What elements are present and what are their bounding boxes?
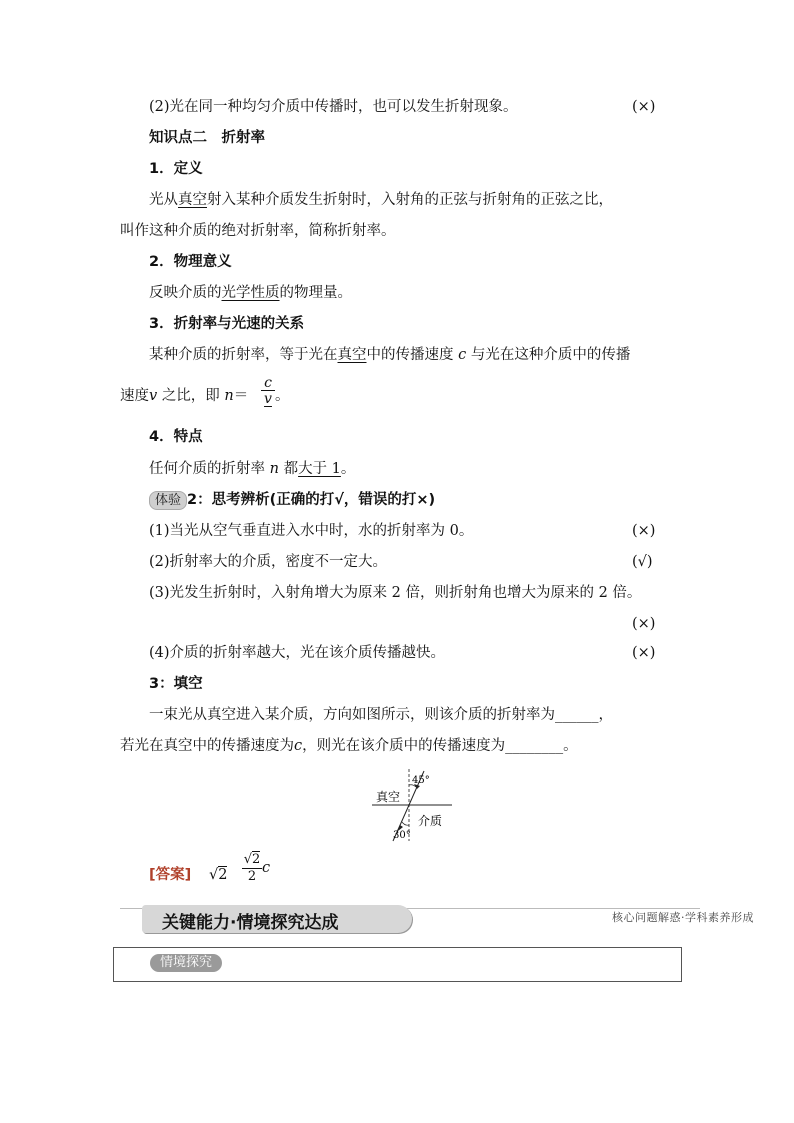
meaning-line: 反映介质的光学性质的物理量。	[149, 285, 352, 301]
label-angle-30: 30°	[393, 830, 411, 841]
answer-2-c: c	[262, 860, 271, 876]
relation-line-2: 速度v 之比，即 n＝	[120, 388, 249, 404]
fraction-c-over-v	[261, 376, 275, 407]
definition-line-1: 光从真空射入某种介质发生折射时，入射角的正弦与折射角的正弦之比，	[149, 192, 613, 208]
banner-title: 关键能力·情境探究达成	[162, 913, 339, 933]
statement-2: (2)折射率大的介质，密度不一定大。	[149, 554, 388, 570]
banner-subtitle: 核心问题解惑·学科素养形成	[612, 911, 754, 924]
section-title: 知识点二 折射率	[149, 130, 265, 146]
feature-line: 任何介质的折射率 n 都大于 1。	[149, 461, 356, 477]
experience-badge: 体验	[149, 491, 187, 510]
scenario-box	[113, 947, 682, 982]
label-medium: 介质	[418, 814, 443, 828]
statement-4: (4)介质的折射率越大，光在该介质传播越快。	[149, 645, 446, 661]
label-angle-45: 45°	[412, 775, 430, 786]
answer-label: [答案]	[149, 867, 192, 883]
statement-3: (3)光发生折射时，入射角增大为原来 2 倍，则折射角也增大为原来的 2 倍。	[149, 585, 642, 601]
judgement-mark-4: (×)	[632, 645, 656, 661]
judgement-mark: (×)	[632, 99, 656, 115]
scenario-badge: 情境探究	[150, 954, 222, 972]
relation-line-1: 某种介质的折射率，等于光在真空中的传播速度 c 与光在这种介质中的传播	[149, 347, 631, 363]
angle-arc-bottom	[402, 822, 409, 825]
statement-2-prev: (2)光在同一种均匀介质中传播时，也可以发生折射现象。	[149, 99, 518, 115]
answer-1: √2	[209, 867, 228, 883]
experience-2-header: 体验 2：思考辨析(正确的打√，错误的打×)	[149, 490, 435, 510]
subheading-feature: 4．特点	[149, 429, 203, 445]
judgement-mark-1: (×)	[632, 523, 656, 539]
answer-2-denominator: 2	[247, 869, 257, 884]
subheading-meaning: 2．物理意义	[149, 254, 232, 270]
fill-line-2: 若光在真空中的传播速度为c，则光在该介质中的传播速度为________。	[120, 738, 578, 754]
fraction-denominator: v	[264, 391, 272, 407]
answer-2-fraction	[242, 852, 262, 885]
answer-2-numerator: √2	[243, 852, 261, 867]
label-vacuum: 真空	[376, 790, 401, 804]
judgement-mark-2: (√)	[632, 554, 653, 570]
statement-1: (1)当光从空气垂直进入水中时，水的折射率为 0。	[149, 523, 474, 539]
fraction-numerator: c	[264, 375, 272, 391]
subheading-relation: 3．折射率与光速的关系	[149, 316, 305, 332]
relation-end: 。	[275, 388, 290, 404]
definition-line-2: 叫作这种介质的绝对折射率，简称折射率。	[120, 223, 396, 239]
subheading-definition: 1．定义	[149, 161, 203, 177]
section-banner	[120, 905, 680, 933]
judgement-mark-3: (×)	[632, 616, 656, 632]
experience-3-title: 3：填空	[149, 676, 203, 692]
refraction-diagram	[360, 765, 470, 845]
fill-line-1: 一束光从真空进入某介质，方向如图所示，则该介质的折射率为______，	[149, 707, 613, 723]
